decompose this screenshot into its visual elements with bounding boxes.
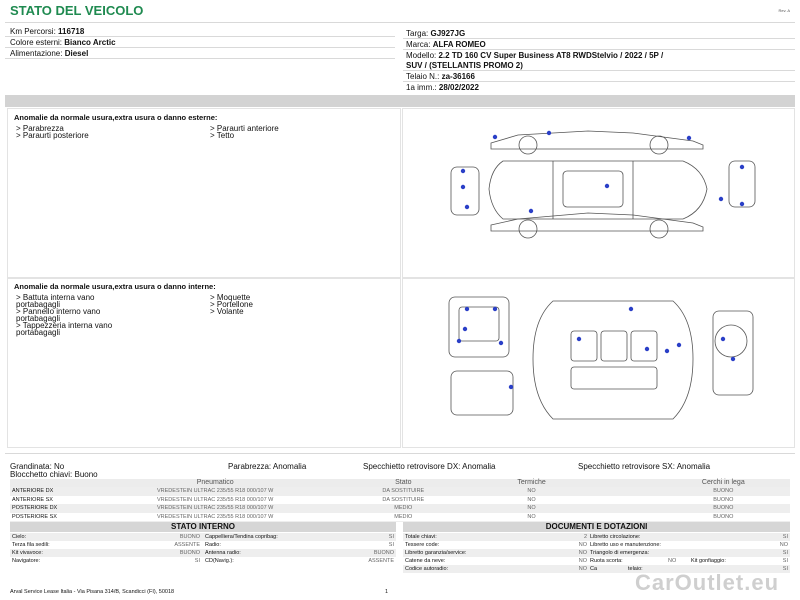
damage-marker	[740, 202, 744, 206]
internal-state-header: STATO INTERNO	[10, 522, 396, 532]
footer-page-number: 1	[385, 589, 389, 595]
internal-anomalies-right	[210, 294, 253, 315]
table-row: Terza fila sedili: ASSENTE Radio: SI	[12, 542, 394, 548]
damage-marker	[493, 135, 497, 139]
color-field: Colore esterni: Bianco Arctic	[10, 38, 116, 47]
damage-marker	[493, 307, 497, 311]
model-field-cont: SUV / (STELLANTIS PROMO 2)	[406, 61, 523, 70]
damage-marker	[740, 165, 744, 169]
list-item: portabagagli	[16, 314, 61, 323]
table-row: Codice autoradio: NO Ca telaio: SI	[405, 566, 788, 572]
footer-company: Arval Service Lease Italia - Via Pisana 314/B, Scandicci (FI), 50018	[10, 589, 175, 595]
table-row: Totale chiavi: 2 Libretto circolazione: SI	[405, 534, 788, 540]
damage-marker	[645, 347, 649, 351]
internal-anomalies-left	[16, 294, 112, 336]
key-block-field: Blocchetto chiavi: Buono	[10, 470, 98, 479]
list-item: > Moquette	[210, 293, 251, 302]
brand-field: Marca: ALFA ROMEO	[406, 40, 486, 49]
table-row: Cielo: BUONO Cappelliera/Tendina copribag: SI	[12, 534, 394, 540]
table-row: Tessere code: NO Libretto uso e manutenzione: NO	[405, 542, 788, 548]
table-row: Catene da neve: NO Ruota scorta: NO Kit gonfiaggio: SI	[405, 558, 788, 564]
list-item: > Parabrezza	[16, 124, 64, 133]
damage-marker	[719, 197, 723, 201]
header-divider	[5, 22, 795, 23]
table-row: ANTERIORE DX VREDESTEIN ULTRAC 235/55 R18 000/107 W DA SOSTITUIRE NO BUONO	[10, 487, 790, 496]
damage-marker	[731, 357, 735, 361]
internal-diagram-panel	[402, 278, 795, 448]
damage-marker	[461, 185, 465, 189]
list-item: > Portellone	[210, 300, 253, 309]
windshield-field: Parabrezza: Anomalia	[228, 462, 307, 471]
damage-marker	[457, 339, 461, 343]
plate-field: Targa: GJ927JG	[406, 29, 466, 38]
external-anomalies-right	[210, 125, 279, 139]
registration-field: 1a imm.: 28/02/2022	[406, 83, 479, 92]
list-item: > Volante	[210, 307, 244, 316]
table-row: POSTERIORE SX VREDESTEIN ULTRAC 235/55 R18 000/107 W MEDIO NO BUONO	[10, 513, 790, 522]
list-item: > Tetto	[210, 131, 235, 140]
damage-marker	[605, 184, 609, 188]
page-title: STATO DEL VEICOLO	[10, 3, 144, 18]
table-row: ANTERIORE SX VREDESTEIN ULTRAC 235/55 R18 000/107 W DA SOSTITUIRE NO BUONO	[10, 496, 790, 505]
table-row: Libretto garanzia/service: NO Triangolo di emergenza: SI	[405, 550, 788, 556]
list-item: > Battuta interna vano	[16, 293, 95, 302]
model-field: Modello: 2.2 TD 160 CV Super Business AT8 RWDStelvio / 2022 / 5P /	[406, 51, 664, 60]
tyres-table	[10, 479, 790, 522]
damage-marker	[465, 205, 469, 209]
damage-marker	[499, 341, 503, 345]
external-anomalies-title: Anomalie da normale usura,extra usura o danno esterne:	[14, 113, 218, 122]
external-anomalies-left	[16, 125, 89, 139]
damage-marker	[665, 349, 669, 353]
documents-grid	[403, 533, 790, 575]
list-item: > Tappezzeria interna vano	[16, 321, 113, 330]
table-row: Navigatore: SI CD(Navig.): ASSENTE	[12, 558, 394, 564]
damage-marker	[461, 169, 465, 173]
damage-marker	[465, 307, 469, 311]
list-item: portabagagli	[16, 300, 61, 309]
chassis-field: Telaio N.: za-36166	[406, 72, 475, 81]
hail-field: Grandinata: No	[10, 462, 65, 471]
mirror-dx-field: Specchietto retrovisore DX: Anomalia	[363, 462, 496, 471]
damage-marker	[547, 131, 551, 135]
list-item: > Paraurti anteriore	[210, 124, 279, 133]
damage-marker	[577, 337, 581, 341]
external-anomalies-panel	[7, 108, 401, 278]
list-item: portabagagli	[16, 328, 61, 337]
damage-marker	[509, 385, 513, 389]
list-item: > Pannello interno vano	[16, 307, 101, 316]
revision-label: Rev. A	[778, 8, 790, 13]
external-diagram-panel	[402, 108, 795, 278]
list-item: > Paraurti posteriore	[16, 131, 89, 140]
damage-marker	[529, 209, 533, 213]
table-row: Kit vivavoce: BUONO Antenna radio: BUONO	[12, 550, 394, 556]
internal-anomalies-title: Anomalie da normale usura,extra usura o danno interne:	[14, 282, 216, 291]
km-field: Km Percorsi: 116718	[10, 27, 85, 36]
section-band	[5, 95, 795, 107]
damage-marker	[463, 327, 467, 331]
car-interior-diagram	[403, 279, 794, 447]
mirror-sx-field: Specchietto retrovisore SX: Anomalia	[578, 462, 711, 471]
documents-header: DOCUMENTI E DOTAZIONI	[403, 522, 790, 532]
watermark-logo: CarOutlet.eu	[635, 570, 780, 595]
damage-marker	[721, 337, 725, 341]
internal-state-grid	[10, 533, 396, 567]
damage-marker	[677, 343, 681, 347]
car-exterior-diagram	[403, 109, 794, 277]
table-header-row: Pneumatico Stato Termiche Cerchi in lega	[10, 479, 790, 487]
table-row: POSTERIORE DX VREDESTEIN ULTRAC 235/55 R18 000/107 W MEDIO NO BUONO	[10, 504, 790, 513]
fuel-field: Alimentazione: Diesel	[10, 49, 89, 58]
internal-anomalies-panel	[7, 278, 401, 448]
damage-marker	[629, 307, 633, 311]
damage-marker	[687, 136, 691, 140]
